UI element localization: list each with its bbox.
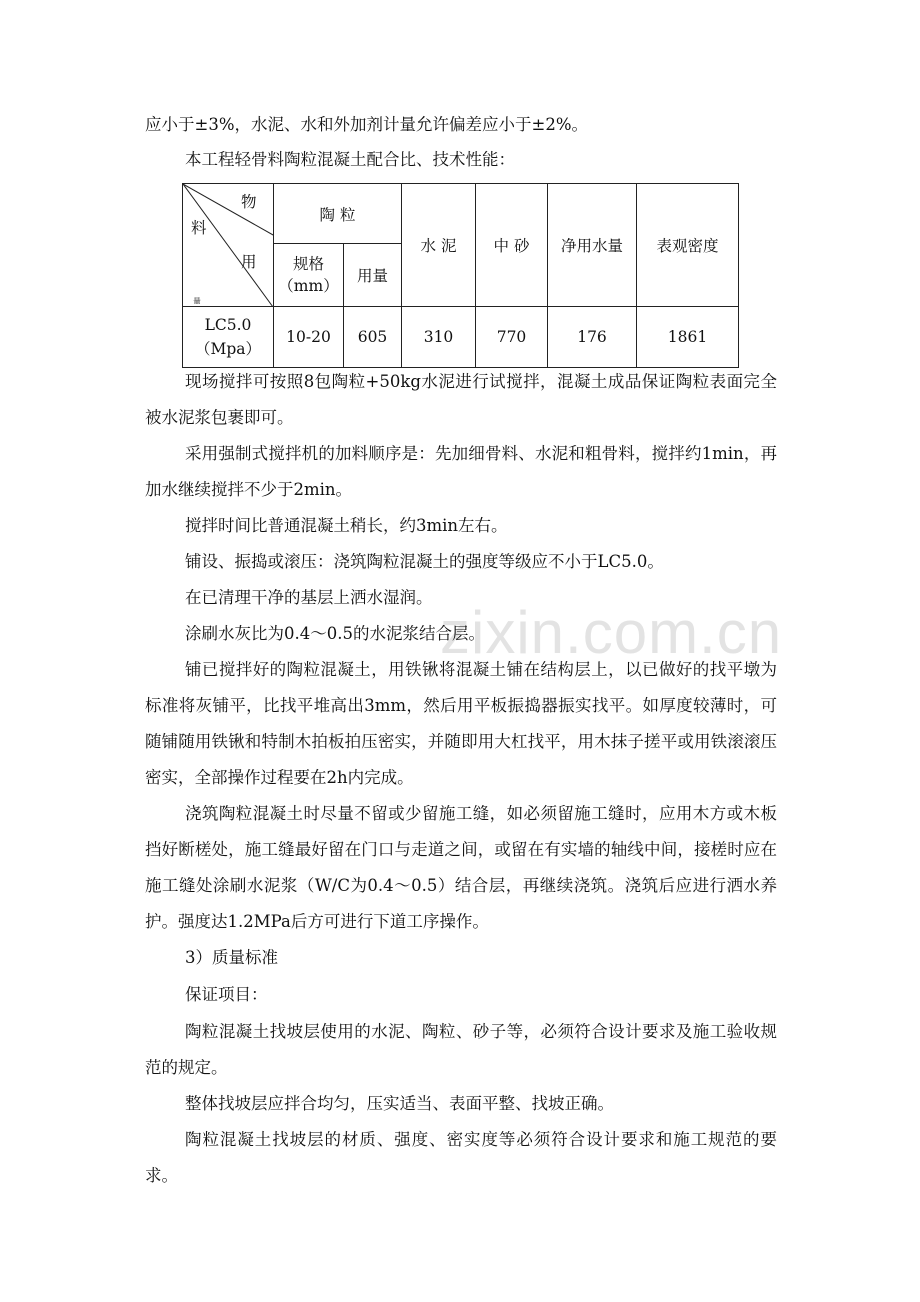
corner-bottom: 用 <box>241 253 257 271</box>
header-water: 净用水量 <box>548 184 637 307</box>
header-density: 表观密度 <box>637 184 739 307</box>
grade-unit: （Mpa） <box>194 340 262 358</box>
corner-cut: 量 <box>193 297 201 304</box>
corner-cell <box>183 184 274 307</box>
corner-middle: 料 <box>191 219 207 237</box>
cell-water: 176 <box>548 307 637 368</box>
corner-top: 物 <box>241 193 257 211</box>
cell-sand: 770 <box>476 307 548 368</box>
paragraph: 本工程轻骨料陶粒混凝土配合比、技术性能： <box>185 150 515 169</box>
paragraph: 涂刷水灰比为0.4～0.5的水泥浆结合层。 <box>185 624 485 643</box>
paragraph: 现场搅拌可按照8包陶粒+50kg水泥进行试搅拌，混凝土成品保证陶粒表面完全被水泥浆包裹即可。 <box>145 372 777 427</box>
header-cement: 水 泥 <box>402 184 476 307</box>
watermark: zixin.com.cn <box>440 599 783 666</box>
cell-density: 1861 <box>637 307 739 368</box>
paragraph: 应小于±3%，水泥、水和外加剂计量允许偏差应小于±2%。 <box>145 115 589 134</box>
header-ceramsite: 陶 粒 <box>274 184 402 244</box>
spec-label: 规格 <box>292 255 324 273</box>
paragraph: 铺设、振捣或滚压：浇筑陶粒混凝土的强度等级应不小于LC5.0。 <box>185 552 664 571</box>
paragraph: 在已清理干净的基层上洒水湿润。 <box>185 588 433 607</box>
grade-label: LC5.0 <box>204 316 252 334</box>
cell-grade <box>183 307 274 368</box>
header-spec <box>274 244 344 307</box>
paragraph: 搅拌时间比普通混凝土稍长，约3min左右。 <box>185 516 508 535</box>
paragraph: 浇筑陶粒混凝土时尽量不留或少留施工缝，如必须留施工缝时，应用木方或木板挡好断槎处，施工缝最好留在门口与走道之间，或留在有实墙的轴线中间，接槎时应在施工缝处涂刷水泥浆（W/C为0.4～0.5）结合层，再继续浇筑。浇筑后应进行洒水养护。强度达1.2MPa后方可进行下道工序操作。 <box>145 804 777 931</box>
cell-spec: 10-20 <box>274 307 344 368</box>
mix-ratio-table <box>182 183 739 368</box>
diagonal-lines <box>183 184 274 307</box>
cell-cement: 310 <box>402 307 476 368</box>
section-heading: 3）质量标准 <box>185 948 278 967</box>
cell-amount: 605 <box>344 307 402 368</box>
spec-unit: （mm） <box>278 277 339 295</box>
header-sand: 中 砂 <box>476 184 548 307</box>
paragraph: 保证项目： <box>185 985 268 1004</box>
paragraph: 整体找坡层应拌合均匀，压实适当、表面平整、找坡正确。 <box>185 1094 614 1113</box>
paragraph: 陶粒混凝土找坡层的材质、强度、密实度等必须符合设计要求和施工规范的要求。 <box>145 1130 777 1185</box>
paragraph: 陶粒混凝土找坡层使用的水泥、陶粒、砂子等，必须符合设计要求及施工验收规范的规定。 <box>145 1022 777 1077</box>
header-amount: 用量 <box>344 244 402 307</box>
paragraph: 铺已搅拌好的陶粒混凝土，用铁锹将混凝土铺在结构层上，以已做好的找平墩为标准将灰铺平，比找平堆高出3mm，然后用平板振捣器振实找平。如厚度较薄时，可随铺随用铁锹和特制木拍板拍压密实，并随即用大杠找平，用木抹子搓平或用铁滚滚压密实，全部操作过程要在2h内完成。 <box>145 660 777 787</box>
paragraph: 采用强制式搅拌机的加料顺序是：先加细骨料、水泥和粗骨料，搅拌约1min，再加水继续搅拌不少于2min。 <box>145 444 777 499</box>
